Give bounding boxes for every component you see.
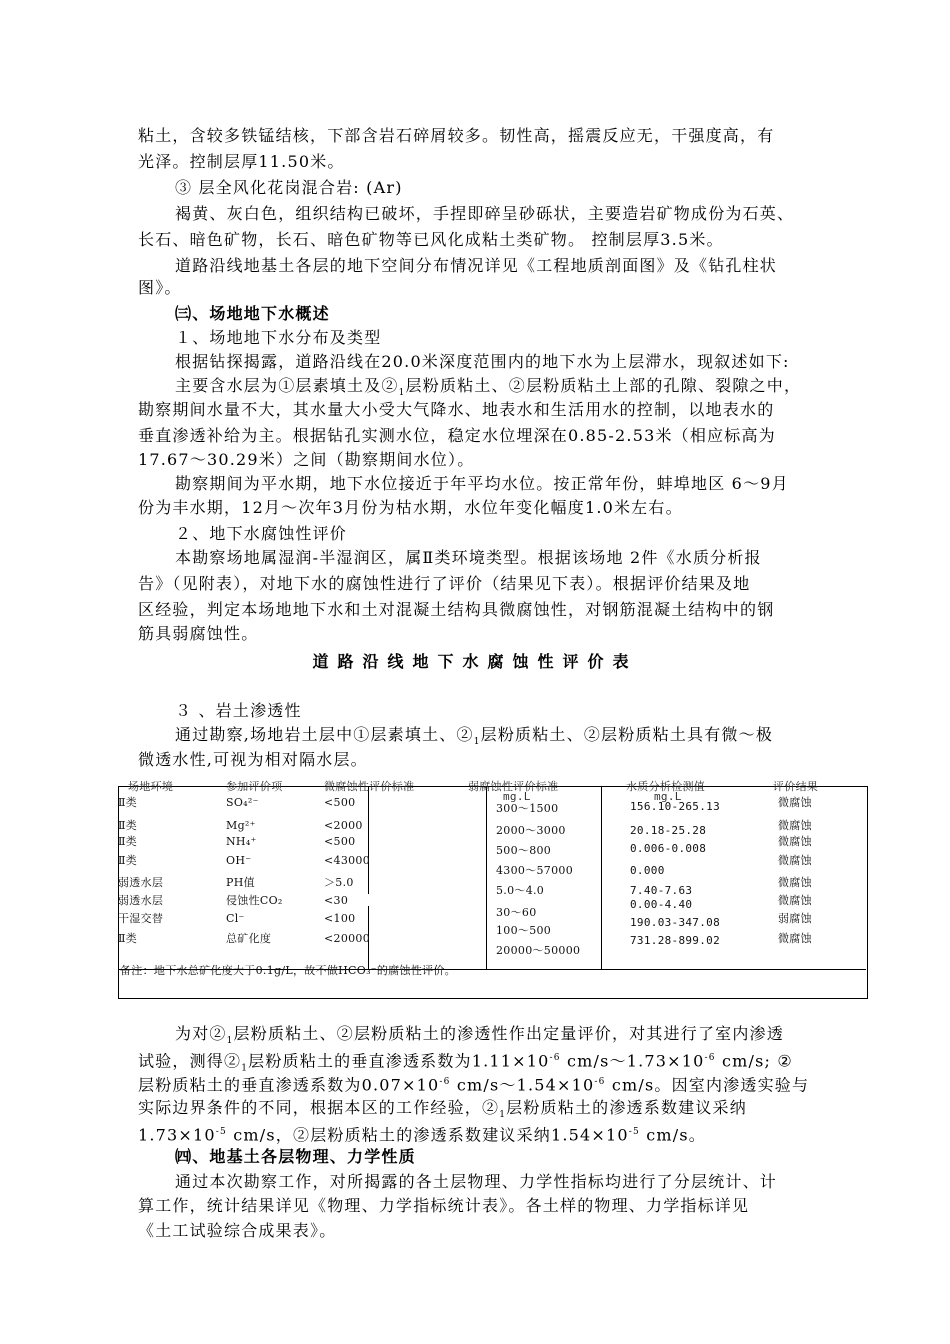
cell-micro: <100 <box>324 912 356 925</box>
text-line: 17.67～30.29米）之间（勘察期间水位）。 <box>138 450 475 469</box>
cell-val: 156.10-265.13 <box>630 800 720 813</box>
corrosion-table <box>118 778 868 998</box>
text-line: 勘察期间为平水期，地下水位接近于年平均水位。按正常年份，蚌埠地区 6～9月 <box>175 474 789 493</box>
subsection-heading: ３ 、岩土渗透性 <box>175 701 302 720</box>
text-line: 为对$②_1$层粉质粘土、②层粉质粘土的渗透性作出定量评价，对其进行了室内渗透 <box>175 1024 784 1047</box>
cell-env: Ⅱ类 <box>118 835 138 848</box>
text-line: 实际边界条件的不同，根据本区的工作经验，$②_1$层粉质粘土的渗透系数建议采纳 <box>138 1098 747 1121</box>
cell-weak: 5.0～4.0 <box>496 884 545 897</box>
cell-val: 0.000 <box>630 864 665 877</box>
unit-label: mg.L <box>503 790 531 803</box>
cell-env: Ⅱ类 <box>118 796 138 809</box>
cell-micro: <2000 <box>324 819 363 832</box>
cell-micro: <20000 <box>324 932 371 945</box>
header-value: 水质分析检测值 <box>626 780 706 793</box>
cell-weak: 4300～57000 <box>496 864 573 877</box>
header-result: 评价结果 <box>773 780 819 793</box>
cell-weak: 100～500 <box>496 924 552 937</box>
cell-val: 7.40-7.63 <box>630 884 693 897</box>
table-divider <box>601 786 602 969</box>
text-line: 垂直渗透补给为主。根据钻孔实测水位，稳定水位埋深在0.85-2.53米（相应标高为 <box>138 426 776 445</box>
cell-weak: 300～1500 <box>496 802 559 815</box>
text-line: 《土工试验综合成果表》。 <box>138 1221 337 1240</box>
cell-micro: <30 <box>324 894 349 907</box>
cell-weak: 2000～3000 <box>496 824 566 837</box>
cell-env: 干湿交替 <box>118 912 164 925</box>
cell-weak: 20000～50000 <box>496 944 581 957</box>
cell-micro: <500 <box>324 796 356 809</box>
cell-val: 20.18-25.28 <box>630 824 707 837</box>
text-line: 长石、暗色矿物，长石、暗色矿物等已风化成粘土类矿物。 控制层厚3.5米。 <box>138 230 724 249</box>
header-weak: 弱腐蚀性评价标准 <box>468 780 559 793</box>
text-line: 图》。 <box>138 278 182 297</box>
cell-res: 微腐蚀 <box>778 835 812 848</box>
text-line: 份为丰水期，12月～次年3月份为枯水期，水位年变化幅度1.0米左右。 <box>138 498 683 517</box>
subsection-heading: ２、地下水腐蚀性评价 <box>175 524 348 543</box>
cell-env: 弱透水层 <box>118 894 164 907</box>
cell-val: 0.006-0.008 <box>630 842 707 855</box>
text-line: 主要含水层为①层素填土及$②_1$层粉质粘土、②层粉质粘土上部的孔隙、裂隙之中， <box>175 376 802 399</box>
cell-env: Ⅱ类 <box>118 819 138 832</box>
table-divider <box>368 786 369 894</box>
section-heading: ㈣、地基土各层物理、力学性质 <box>175 1147 416 1166</box>
unit-label: mg.L <box>654 790 682 803</box>
text-line: 试验，测得$②_1$层粉质粘土的垂直渗透系数为$1.11\times 10^{-6}$ $cm/s\sim 1.73\times 10^{-6}$ cm/s; ② <box>138 1051 793 1074</box>
cell-env: Ⅱ类 <box>118 932 138 945</box>
cell-item: Mg²⁺ <box>226 819 256 832</box>
table-title: 道路沿线地下水腐蚀性评价表 <box>312 652 638 671</box>
text-line: 层粉质粘土的垂直渗透系数为$0.07\times 10^{-6}$ $cm/s\sim 1.54\times 10^{-6}$ cm/s。因室内渗透实验与 <box>138 1075 810 1095</box>
section-heading: ㈢、场地地下水概述 <box>175 304 330 323</box>
cell-val: 0.00-4.40 <box>630 898 693 911</box>
cell-val: 731.28-899.02 <box>630 934 720 947</box>
text-line: 区经验，判定本场地地下水和土对混凝土结构具微腐蚀性，对钢筋混凝土结构中的钢 <box>138 600 775 619</box>
header-item: 参加评价项 <box>226 780 283 793</box>
cell-res: 微腐蚀 <box>778 932 812 945</box>
text-line: 勘察期间水量不大，其水量大小受大气降水、地表水和生活用水的控制，以地表水的 <box>138 400 775 419</box>
text-line: 粘土，含较多铁锰结核，下部含岩石碎屑较多。韧性高，摇震反应无，干强度高，有 <box>138 126 775 145</box>
text-line: 微透水性,可视为相对隔水层。 <box>138 750 368 769</box>
cell-item: NH₄⁺ <box>226 835 257 848</box>
cell-weak: 30～60 <box>496 906 537 919</box>
cell-item: 侵蚀性CO₂ <box>226 894 283 907</box>
text-line: 光泽。控制层厚11.50米。 <box>138 152 345 171</box>
cell-res: 微腐蚀 <box>778 876 812 889</box>
cell-val: 190.03-347.08 <box>630 916 720 929</box>
text-line: 褐黄、灰白色，组织结构已破坏，手捏即碎呈砂砾状，主要造岩矿物成份为石英、 <box>175 204 795 223</box>
subsection-heading: １、场地地下水分布及类型 <box>175 328 382 347</box>
text-line: 告》（见附表），对地下水的腐蚀性进行了评价（结果见下表）。根据评价结果及地 <box>138 574 751 593</box>
cell-item: OH⁻ <box>226 854 252 867</box>
cell-res: 微腐蚀 <box>778 819 812 832</box>
text-line: 筋具弱腐蚀性。 <box>138 624 259 643</box>
cell-item: PH值 <box>226 876 255 889</box>
cell-micro: <43000 <box>324 854 371 867</box>
text-line: 算工作，统计结果详见《物理、力学指标统计表》。各土样的物理、力学指标详见 <box>138 1196 750 1215</box>
cell-env: Ⅱ类 <box>118 854 138 867</box>
text-line: 本勘察场地属湿润-半湿润区，属Ⅱ类环境类型。根据该场地 2件《水质分析报 <box>175 548 762 567</box>
cell-env: 弱透水层 <box>118 876 164 889</box>
cell-item: 总矿化度 <box>226 932 272 945</box>
text-line: 根据钻探揭露，道路沿线在20.0米深度范围内的地下水为上层滞水，现叙述如下: <box>175 352 790 371</box>
layer-heading: ③ 层全风化花岗混合岩: (Ar) <box>175 178 403 197</box>
cell-item: Cl⁻ <box>226 912 245 925</box>
cell-res: 弱腐蚀 <box>778 912 812 925</box>
text-line: 道路沿线地基土各层的地下空间分布情况详见《工程地质剖面图》及《钻孔柱状 <box>175 256 778 275</box>
table-note: 备注：地下水总矿化度大于0.1g/L，故不做HCO₃⁻的腐蚀性评价。 <box>120 964 456 977</box>
cell-res: 微腐蚀 <box>778 894 812 907</box>
text-line: $1.73\times 10^{-5}$ cm/s，②层粉质粘土的渗透系数建议采纳$1.54\times 10^{-5}$ cm/s。 <box>138 1125 706 1145</box>
cell-res: 微腐蚀 <box>778 854 812 867</box>
text-line: 通过本次勘察工作，对所揭露的各土层物理、力学性指标均进行了分层统计、计 <box>175 1172 778 1191</box>
cell-weak: 500～800 <box>496 844 552 857</box>
cell-micro: ＞5.0 <box>324 876 354 889</box>
header-env: 场地环境 <box>128 780 174 793</box>
cell-micro: <500 <box>324 835 356 848</box>
text-line: 通过勘察,场地岩土层中①层素填土、$②_1$层粉质粘土、②层粉质粘土具有微～极 <box>175 725 774 748</box>
header-micro: 微腐蚀性评价标准 <box>324 780 415 793</box>
cell-res: 微腐蚀 <box>778 796 812 809</box>
cell-item: SO₄²⁻ <box>226 796 259 809</box>
table-divider <box>486 786 487 969</box>
